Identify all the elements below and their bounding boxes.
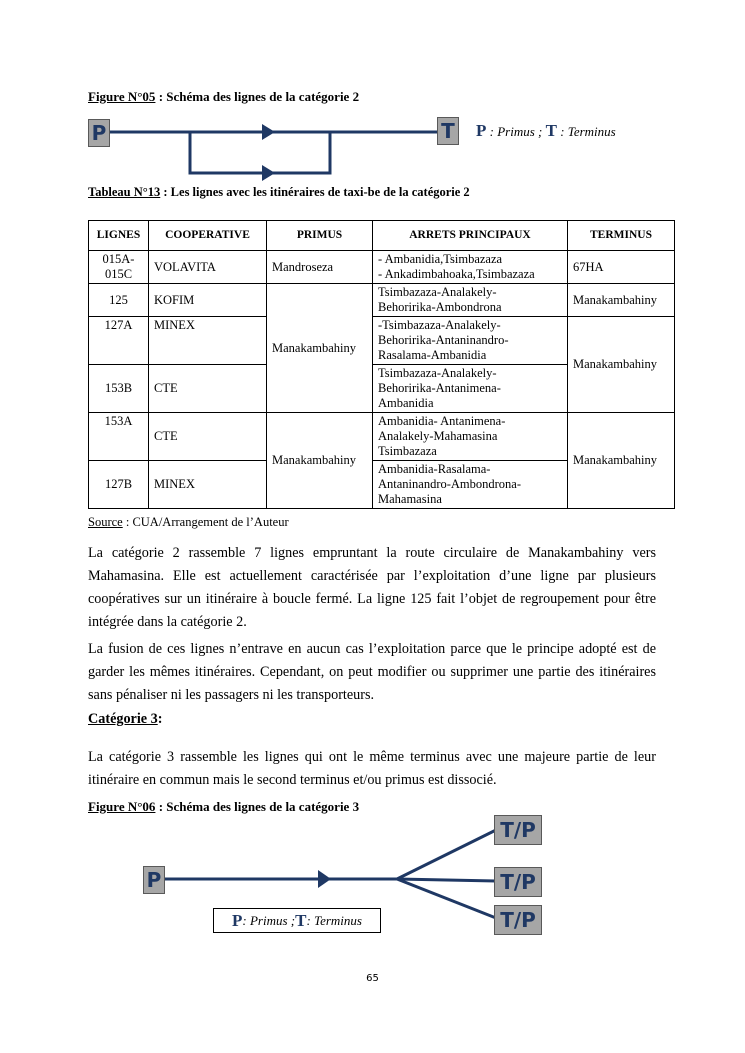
branch-bottom xyxy=(397,879,496,918)
cell-ligne: 015A-015C xyxy=(89,251,149,284)
lines-table xyxy=(88,220,675,509)
cell-ligne: 127B xyxy=(89,461,149,509)
cell-coop: MINEX xyxy=(149,317,267,365)
cell-ligne: 125 xyxy=(89,284,149,317)
table-row xyxy=(89,317,675,365)
figure-05-diagram xyxy=(0,0,745,190)
cell-terminus: Manakambahiny xyxy=(568,284,675,317)
category-3-heading: Catégorie 3: xyxy=(88,711,163,727)
page-number: 65 xyxy=(366,973,379,984)
cell-terminus: Manakambahiny xyxy=(568,413,675,509)
branch-middle xyxy=(397,879,496,881)
cell-primus: Manakambahiny xyxy=(267,413,373,509)
cell-ligne: 153B xyxy=(89,365,149,413)
cell-arrets: - Ambanidia,Tsimbazaza - Ankadimbahoaka,Tsimbazaza xyxy=(373,251,568,284)
figure-05-title-text: : Schéma des lignes de la catégorie 2 xyxy=(155,89,360,104)
col-header: COOPERATIVE xyxy=(149,221,267,251)
table-source: Source : CUA/Arrangement de l’Auteur xyxy=(88,515,289,529)
cell-arrets: Ambanidia- Antanimena- Analakely-Mahamasina Tsimbazaza xyxy=(373,413,568,461)
cell-arrets: Ambanidia-Rasalama- Antaninandro-Ambondrona- Mahamasina xyxy=(373,461,568,509)
figure-05-label: Figure N°05 xyxy=(88,89,156,104)
table-13-title-text: : Les lignes avec les itinéraires de taxi-be de la catégorie 2 xyxy=(160,185,470,199)
tp-box-middle: T/P xyxy=(494,867,542,897)
tp-box-bottom: T/P xyxy=(494,905,542,935)
primus-box: P xyxy=(88,119,110,147)
cell-arrets: Tsimbazaza-Analakely- Behoririka-Ambondrona xyxy=(373,284,568,317)
table-row xyxy=(89,251,675,284)
terminus-box: T xyxy=(437,117,459,145)
figure-06-legend: P : Primus ; T : Terminus xyxy=(213,908,381,933)
cell-primus: Mandroseza xyxy=(267,251,373,284)
table-13-title xyxy=(88,185,470,200)
figure-06-label: Figure N°06 xyxy=(88,799,156,814)
cell-coop: CTE xyxy=(149,413,267,461)
cell-terminus: 67HA xyxy=(568,251,675,284)
figure-06-title-text: : Schéma des lignes de la catégorie 3 xyxy=(155,799,360,814)
paragraph-2: La fusion de ces lignes n’entrave en aucun cas l’exploitation parce que le principe adopté est de garder les mêmes itinéraires. Cependant, on peut modifier ou supprimer une partie des itinéraires sans pénaliser ni les passagers ni les transporteurs. xyxy=(88,641,656,703)
figure-05-legend: P : Primus ; T : Terminus xyxy=(476,121,616,140)
branch-top xyxy=(397,830,496,879)
table-13-label: Tableau N°13 xyxy=(88,185,161,199)
table-row xyxy=(89,413,675,461)
loop-arrow xyxy=(262,165,275,181)
cell-coop: KOFIM xyxy=(149,284,267,317)
tp-box-top: T/P xyxy=(494,815,542,845)
cell-coop: VOLAVITA xyxy=(149,251,267,284)
table-header-row xyxy=(89,221,675,251)
paragraph-1: La catégorie 2 rassemble 7 lignes empruntant la route circulaire de Manakambahiny vers Mahamasina. Elle est actuellement caractérisée par l’exploitation d’une ligne par plusieurs coopératives sur un itinéraire à boucle fermé. La ligne 125 fait l’objet de regroupement pour être intégrée dans la catégorie 2. xyxy=(88,545,656,630)
col-header: PRIMUS xyxy=(267,221,373,251)
col-header: TERMINUS xyxy=(568,221,675,251)
cell-primus: Manakambahiny xyxy=(267,284,373,413)
primus-box: P xyxy=(143,866,165,894)
cell-coop: CTE xyxy=(149,365,267,413)
table-row xyxy=(89,284,675,317)
main-arrow xyxy=(262,124,275,140)
cell-ligne: 153A xyxy=(89,413,149,461)
cell-terminus: Manakambahiny xyxy=(568,317,675,413)
loop-line xyxy=(190,132,330,173)
col-header: ARRETS PRINCIPAUX xyxy=(373,221,568,251)
paragraph-3: La catégorie 3 rassemble les lignes qui ont le même terminus avec une majeure partie de leur itinéraire en commun mais le second terminus et/ou primus est dissocié. xyxy=(88,749,656,788)
cell-ligne: 127A xyxy=(89,317,149,365)
cell-arrets: -Tsimbazaza-Analakely- Behoririka-Antaninandro- Rasalama-Ambanidia xyxy=(373,317,568,365)
cell-arrets: Tsimbazaza-Analakely- Behoririka-Antanimena- Ambanidia xyxy=(373,365,568,413)
cell-coop: MINEX xyxy=(149,461,267,509)
col-header: LIGNES xyxy=(89,221,149,251)
main-arrow xyxy=(318,870,331,888)
